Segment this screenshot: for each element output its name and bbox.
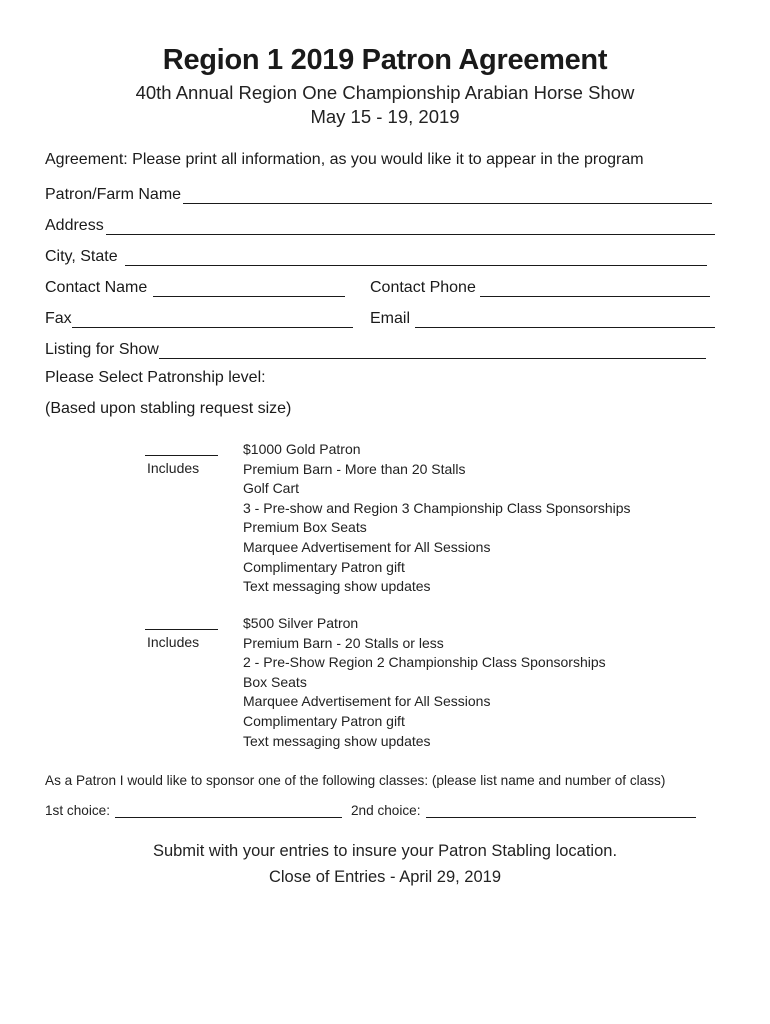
first-choice-field[interactable] — [115, 803, 342, 818]
benefit-item: 3 - Pre-show and Region 3 Championship Class Sponsorships — [243, 499, 631, 516]
fax-field[interactable] — [72, 309, 353, 328]
patron-farm-name-label: Patron/Farm Name — [45, 186, 182, 203]
page-title: Region 1 2019 Patron Agreement — [162, 44, 608, 76]
address-row — [45, 213, 715, 235]
show-dates: May 15 - 19, 2019 — [310, 106, 460, 127]
city-state-row — [45, 244, 707, 266]
silver-tier-name: $500 Silver Patron — [243, 615, 359, 631]
city-state-label: City, State — [45, 248, 118, 265]
second-choice-label: 2nd choice: — [350, 803, 421, 818]
patron-farm-name-field[interactable] — [183, 185, 712, 204]
gold-includes-label: Includes — [147, 460, 200, 476]
submit-instructions: Submit with your entries to insure your Patron Stabling location. — [152, 842, 618, 860]
patron-farm-name-row — [45, 182, 712, 204]
fax-label: Fax — [45, 310, 72, 327]
benefit-item: Text messaging show updates — [243, 578, 431, 595]
contact-phone-label: Contact Phone — [370, 279, 476, 296]
gold-patron-select-blank[interactable] — [145, 443, 218, 456]
benefit-item: Premium Box Seats — [243, 519, 367, 536]
benefit-item: Text messaging show updates — [243, 732, 431, 749]
second-choice-field[interactable] — [426, 803, 696, 818]
email-field[interactable] — [415, 309, 715, 328]
benefit-item: 2 - Pre-Show Region 2 Championship Class Sponsorships — [243, 654, 606, 671]
benefit-item: Premium Barn - 20 Stalls or less — [243, 634, 444, 651]
city-state-field[interactable] — [125, 247, 707, 266]
listing-for-show-label: Listing for Show — [45, 341, 159, 358]
close-of-entries: Close of Entries - April 29, 2019 — [268, 868, 502, 886]
stabling-note: (Based upon stabling request size) — [45, 400, 292, 417]
contact-name-row — [45, 275, 345, 297]
show-subtitle: 40th Annual Region One Championship Arabian Horse Show — [135, 82, 635, 103]
fax-row — [45, 306, 353, 328]
benefit-item: Marquee Advertisement for All Sessions — [243, 538, 491, 555]
silver-benefits-list — [243, 614, 606, 751]
silver-patron-select-blank[interactable] — [145, 617, 218, 630]
address-field[interactable] — [106, 216, 715, 235]
benefit-item: Premium Barn - More than 20 Stalls — [243, 460, 466, 477]
benefit-item: Marquee Advertisement for All Sessions — [243, 693, 491, 710]
contact-name-field[interactable] — [153, 278, 345, 297]
address-label: Address — [45, 217, 104, 234]
benefit-item: Golf Cart — [243, 480, 300, 497]
benefit-item: Box Seats — [243, 673, 307, 690]
contact-name-label: Contact Name — [45, 279, 148, 296]
gold-tier-name: $1000 Gold Patron — [243, 441, 361, 457]
benefit-item: Complimentary Patron gift — [243, 558, 405, 575]
agreement-instructions: Agreement: Please print all information, as you would like it to appear in the program — [45, 151, 644, 168]
sponsor-class-note: As a Patron I would like to sponsor one of the following classes: (please list name and number of class) — [45, 773, 666, 788]
gold-benefits-list — [243, 440, 631, 597]
silver-includes-label: Includes — [147, 634, 200, 650]
listing-for-show-row — [45, 337, 706, 359]
select-level-heading: Please Select Patronship level: — [45, 369, 266, 386]
first-choice-label: 1st choice: — [45, 803, 110, 818]
listing-for-show-field[interactable] — [159, 340, 706, 359]
email-row — [370, 306, 715, 328]
contact-phone-field[interactable] — [480, 278, 710, 297]
class-choices-row — [45, 798, 696, 818]
contact-phone-row — [370, 275, 710, 297]
email-label: Email — [370, 310, 411, 327]
benefit-item: Complimentary Patron gift — [243, 712, 405, 729]
